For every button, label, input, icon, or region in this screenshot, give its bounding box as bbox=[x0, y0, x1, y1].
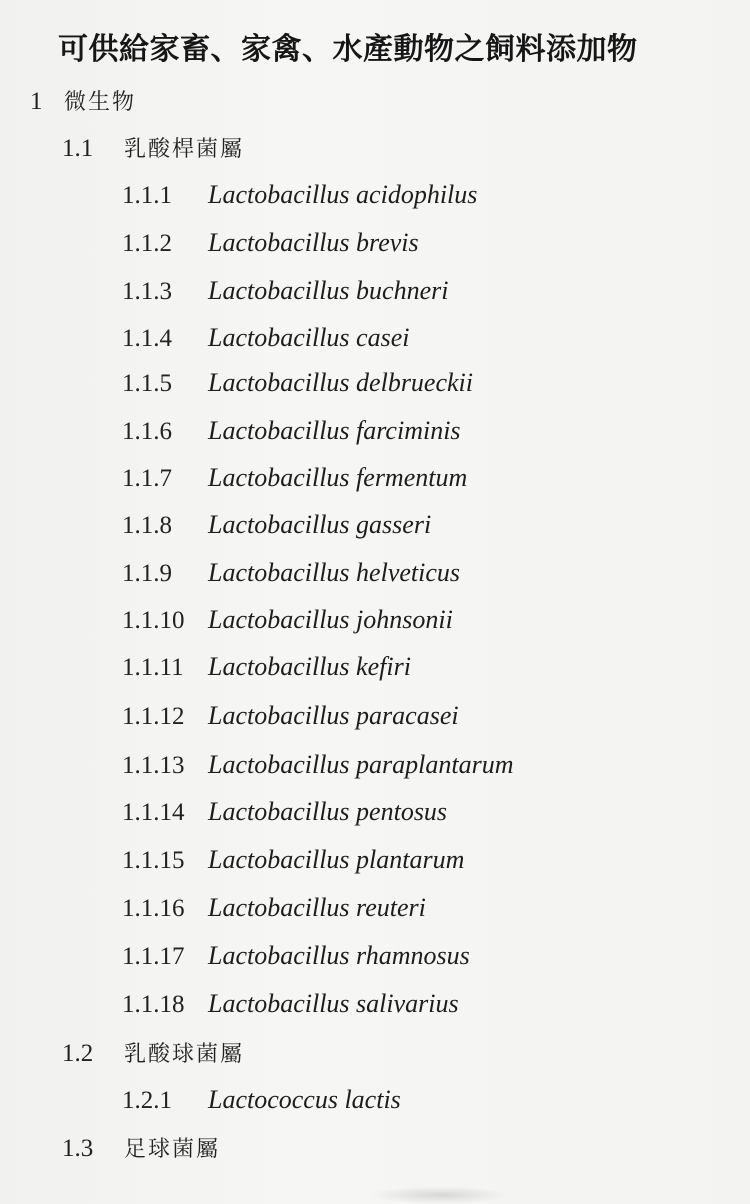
item-number: 1.1.11 bbox=[122, 654, 184, 681]
species-name: Lactobacillus casei bbox=[208, 323, 410, 352]
list-item bbox=[122, 796, 447, 829]
list-item bbox=[122, 604, 453, 637]
subsection-heading bbox=[62, 133, 244, 166]
species-name: Lactobacillus acidophilus bbox=[208, 180, 478, 209]
item-number: 1.1.2 bbox=[122, 230, 172, 257]
subsection-heading bbox=[62, 1038, 244, 1071]
item-number: 1.1.5 bbox=[122, 370, 172, 397]
species-name: Lactobacillus paracasei bbox=[208, 701, 459, 730]
subsection-number: 1.3 bbox=[62, 1135, 94, 1162]
item-number: 1.1.10 bbox=[122, 607, 185, 634]
species-name: Lactococcus lactis bbox=[208, 1085, 401, 1114]
list-item bbox=[122, 1084, 401, 1117]
list-item bbox=[122, 988, 459, 1021]
item-number: 1.1.15 bbox=[122, 847, 185, 874]
item-number: 1.2.1 bbox=[122, 1087, 172, 1114]
subsection-number: 1.1 bbox=[62, 135, 94, 162]
item-number: 1.1.17 bbox=[122, 943, 185, 970]
page-title: 可供給家畜、家禽、水產動物之飼料添加物 bbox=[58, 32, 638, 67]
species-name: Lactobacillus helveticus bbox=[208, 558, 461, 587]
list-item bbox=[122, 227, 419, 260]
species-name: Lactobacillus buchneri bbox=[208, 276, 449, 305]
subsection-label: 乳酸球菌屬 bbox=[124, 1042, 245, 1067]
item-number: 1.1.1 bbox=[122, 182, 172, 209]
list-item bbox=[122, 462, 467, 495]
species-name: Lactobacillus johnsonii bbox=[208, 605, 453, 634]
item-number: 1.1.16 bbox=[122, 895, 185, 922]
species-name: Lactobacillus reuteri bbox=[208, 893, 426, 922]
item-number: 1.1.14 bbox=[122, 799, 185, 826]
list-item bbox=[122, 651, 411, 684]
list-item bbox=[122, 557, 460, 590]
list-item bbox=[122, 275, 448, 308]
item-number: 1.1.9 bbox=[122, 560, 172, 587]
list-item bbox=[122, 700, 459, 733]
section-label: 微生物 bbox=[64, 90, 137, 115]
item-number: 1.1.18 bbox=[122, 991, 185, 1018]
species-name: Lactobacillus salivarius bbox=[208, 989, 459, 1018]
species-name: Lactobacillus delbrueckii bbox=[208, 368, 474, 397]
species-name: Lactobacillus rhamnosus bbox=[208, 941, 470, 970]
species-name: Lactobacillus brevis bbox=[208, 228, 419, 257]
subsection-number: 1.2 bbox=[62, 1040, 94, 1067]
species-name: Lactobacillus pentosus bbox=[208, 797, 448, 826]
species-name: Lactobacillus fermentum bbox=[208, 463, 468, 492]
item-number: 1.1.8 bbox=[122, 512, 172, 539]
subsection-label: 乳酸桿菌屬 bbox=[124, 137, 245, 162]
list-item bbox=[122, 749, 514, 782]
item-number: 1.1.3 bbox=[122, 278, 172, 305]
species-name: Lactobacillus kefiri bbox=[208, 652, 411, 681]
list-item bbox=[122, 892, 426, 925]
list-item bbox=[122, 509, 431, 542]
subsection-label: 足球菌屬 bbox=[124, 1137, 221, 1162]
list-item bbox=[122, 322, 409, 355]
list-item bbox=[122, 844, 464, 877]
section-heading bbox=[30, 86, 136, 119]
item-number: 1.1.13 bbox=[122, 752, 185, 779]
list-item bbox=[122, 367, 473, 400]
item-number: 1.1.6 bbox=[122, 418, 172, 445]
species-name: Lactobacillus paraplantarum bbox=[208, 750, 514, 779]
subsection-heading bbox=[62, 1133, 220, 1166]
item-number: 1.1.4 bbox=[122, 325, 172, 352]
list-item bbox=[122, 179, 477, 212]
section-number: 1 bbox=[30, 88, 43, 115]
list-item bbox=[122, 940, 470, 973]
scan-smudge bbox=[370, 1186, 510, 1204]
species-name: Lactobacillus gasseri bbox=[208, 510, 432, 539]
item-number: 1.1.7 bbox=[122, 465, 172, 492]
item-number: 1.1.12 bbox=[122, 703, 185, 730]
species-name: Lactobacillus plantarum bbox=[208, 845, 465, 874]
species-name: Lactobacillus farciminis bbox=[208, 416, 461, 445]
list-item bbox=[122, 415, 461, 448]
